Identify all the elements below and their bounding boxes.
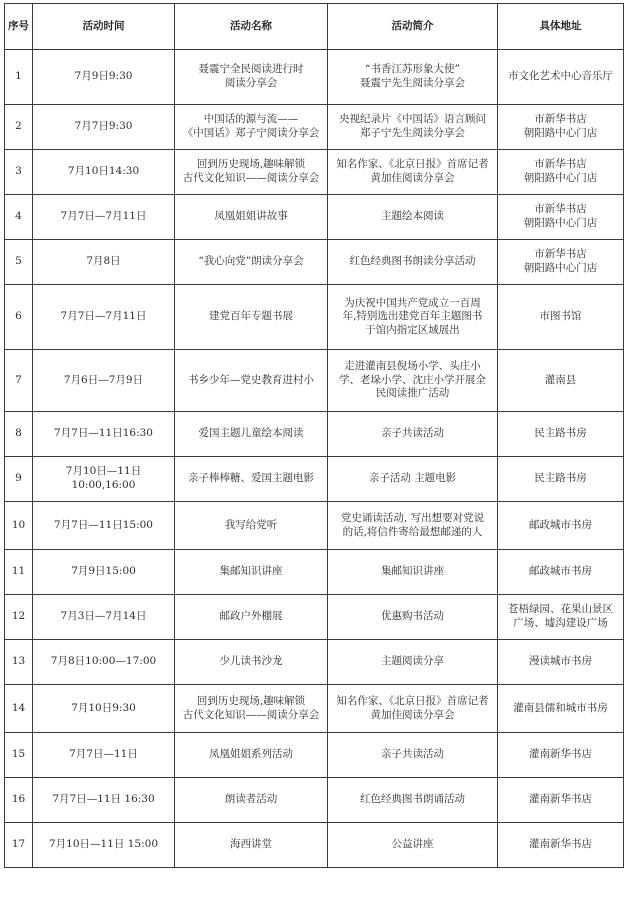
serial-number-cell: 1	[5, 50, 33, 105]
header-activity-name: 活动名称	[175, 4, 328, 50]
header-activity-intro: 活动简介	[328, 4, 498, 50]
address-cell-line: 市图书馆	[539, 310, 582, 323]
activity-name-cell-line: 邮政户外棚展	[219, 610, 283, 623]
activity-name-cell	[175, 105, 328, 150]
address-cell-line: 市新华书店	[534, 203, 587, 216]
address-cell	[498, 640, 624, 685]
activity-intro-cell-line: 年,特别选出建党百年主题图书	[342, 310, 483, 323]
activity-schedule-table	[4, 3, 624, 868]
table-body	[5, 50, 624, 868]
address-cell	[498, 733, 624, 778]
address-cell-line: 市新华书店	[534, 158, 587, 171]
serial-number-cell: 13	[5, 640, 33, 685]
table-row	[5, 150, 624, 195]
address-cell-line: 漫读城市书房	[529, 655, 592, 668]
activity-intro-cell-line: 黄加佳阅读分享会	[370, 172, 455, 184]
activity-intro-cell-line: 亲子共读活动	[381, 427, 444, 440]
address-cell-line: 苍梧绿园、花果山景区	[508, 603, 613, 616]
activity-name-cell	[175, 685, 328, 733]
activity-name-cell-line: 海西讲堂	[230, 838, 272, 851]
activity-name-cell	[175, 412, 328, 457]
activity-name-cell-line: 集邮知识讲座	[219, 565, 283, 578]
address-cell-line: 朝阳路中心门店	[523, 217, 598, 229]
activity-intro-cell-line: 的话,将信件寄给最想邮递的人	[342, 525, 483, 538]
activity-time-cell: 7月10日14:30	[33, 150, 175, 195]
address-cell	[498, 240, 624, 285]
table-row	[5, 823, 624, 868]
table-row	[5, 733, 624, 778]
address-cell	[498, 823, 624, 868]
address-cell	[498, 195, 624, 240]
activity-name-cell-line: 回到历史现场,趣味解锁	[196, 158, 306, 171]
activity-intro-cell	[328, 733, 498, 778]
address-cell	[498, 50, 624, 105]
activity-time-cell: 7月6日—7月9日	[33, 350, 175, 412]
activity-intro-cell	[328, 595, 498, 640]
activity-intro-cell-line: 民阅读推广活动	[375, 387, 450, 400]
table-row	[5, 502, 624, 550]
activity-intro-cell-line: 红色经典图书朗诵活动	[360, 793, 465, 806]
activity-name-cell-line: 回到历史现场,趣味解锁	[196, 694, 306, 707]
activity-name-cell-line: 凤凰姐姐系列活动	[209, 748, 293, 761]
activity-time-cell: 7月7日—11日	[33, 733, 175, 778]
activity-intro-cell	[328, 550, 498, 595]
serial-number-cell: 2	[5, 105, 33, 150]
address-cell-line: 民主路书房	[534, 472, 587, 485]
activity-name-cell	[175, 595, 328, 640]
activity-time-cell: 7月7日—11日 16:30	[33, 778, 175, 823]
address-cell-line: 灌南县儒和城市书房	[513, 701, 608, 714]
table-row	[5, 685, 624, 733]
activity-name-cell	[175, 640, 328, 685]
activity-intro-cell	[328, 285, 498, 350]
activity-intro-cell	[328, 685, 498, 733]
activity-intro-cell-line: 亲子共读活动	[381, 748, 444, 761]
activity-intro-cell-line: 集邮知识讲座	[381, 565, 444, 578]
activity-intro-cell	[328, 457, 498, 502]
activity-intro-cell	[328, 195, 498, 240]
address-cell	[498, 502, 624, 550]
activity-time-cell: 7月7日9:30	[33, 105, 175, 150]
activity-intro-cell	[328, 240, 498, 285]
table-header-row	[5, 4, 624, 50]
activity-intro-cell-line: 学、老垛小学、沈庄小学开展全	[339, 373, 486, 386]
address-cell	[498, 778, 624, 823]
activity-intro-cell	[328, 150, 498, 195]
activity-name-cell	[175, 150, 328, 195]
header-activity-time: 活动时间	[33, 4, 175, 50]
activity-name-cell-line: 我写给党听	[224, 518, 278, 531]
table-row	[5, 457, 624, 502]
serial-number-cell: 11	[5, 550, 33, 595]
activity-name-cell	[175, 550, 328, 595]
activity-intro-cell	[328, 823, 498, 868]
activity-name-cell	[175, 502, 328, 550]
activity-name-cell	[175, 733, 328, 778]
activity-name-cell-line: 《中国话》郑子宁阅读分享会	[182, 127, 320, 139]
table-row	[5, 50, 624, 105]
activity-name-cell-line: 古代文化知识——阅读分享会	[182, 172, 320, 184]
table-row	[5, 240, 624, 285]
activity-time-cell: 7月3日—7月14日	[33, 595, 175, 640]
activity-intro-cell-line: 央视纪录片《中国话》语言顾问	[339, 113, 486, 126]
activity-time-cell: 7月7日—11日15:00	[33, 502, 175, 550]
activity-intro-cell-line: 于馆内指定区域展出	[365, 323, 460, 336]
schedule-table-wrapper	[4, 3, 624, 868]
address-cell-line: 市文化艺术中心音乐厅	[508, 70, 613, 83]
address-cell-line: 灌南新华书店	[529, 748, 592, 761]
activity-intro-cell-line: 知名作家、《北京日报》首席记者	[336, 694, 489, 707]
table-row	[5, 285, 624, 350]
address-cell-line: 朝阳路中心门店	[523, 127, 598, 139]
activity-intro-cell-line: 走进灌南县倪场小学、头庄小	[344, 360, 481, 373]
activity-intro-cell-line: 公益讲座	[391, 838, 434, 851]
activity-name-cell-line: 凤凰姐姐讲故事	[214, 210, 288, 223]
activity-time-cell: 7月10日—11日 15:00	[33, 823, 175, 868]
address-cell-line: 朝阳路中心门店	[523, 262, 598, 274]
activity-name-cell	[175, 823, 328, 868]
address-cell	[498, 285, 624, 350]
table-row	[5, 595, 624, 640]
activity-name-cell-line: 书乡少年—党史教育进村小	[188, 373, 314, 386]
activity-name-cell-line: “我心向党”朗读分享会	[198, 255, 304, 268]
address-cell-line: 灌南县	[544, 373, 577, 386]
activity-name-cell	[175, 778, 328, 823]
address-cell	[498, 595, 624, 640]
activity-name-cell-line: 少儿读书沙龙	[219, 655, 283, 668]
address-cell-line: 市新华书店	[534, 113, 587, 126]
activity-intro-cell-line: 为庆祝中国共产党成立一百周	[344, 296, 481, 309]
activity-intro-cell	[328, 640, 498, 685]
activity-time-cell: 7月7日—11日16:30	[33, 412, 175, 457]
activity-intro-cell-line: 郑子宁先生阅读分享会	[360, 127, 465, 139]
table-row	[5, 195, 624, 240]
activity-intro-cell	[328, 105, 498, 150]
activity-intro-cell-line: 党史诵读活动, 写出想要对党说	[340, 511, 485, 524]
serial-number-cell: 6	[5, 285, 33, 350]
address-cell	[498, 412, 624, 457]
activity-time-cell: 7月8日10:00—17:00	[33, 640, 175, 685]
activity-intro-cell	[328, 778, 498, 823]
activity-intro-cell	[328, 412, 498, 457]
address-cell	[498, 685, 624, 733]
activity-time-cell: 7月9日15:00	[33, 550, 175, 595]
activity-time-cell: 7月10日—11日10:00,16:00	[33, 457, 175, 502]
table-row	[5, 350, 624, 412]
activity-intro-cell	[328, 50, 498, 105]
activity-name-cell-line: 爱国主题儿童绘本阅读	[198, 427, 304, 440]
serial-number-cell: 3	[5, 150, 33, 195]
activity-name-cell-line: 古代文化知识——阅读分享会	[182, 708, 320, 721]
activity-intro-cell-line: 红色经典图书朗读分享活动	[349, 255, 476, 268]
address-cell	[498, 350, 624, 412]
activity-intro-cell	[328, 502, 498, 550]
activity-name-cell	[175, 50, 328, 105]
table-row	[5, 778, 624, 823]
serial-number-cell: 7	[5, 350, 33, 412]
activity-time-cell: 7月10日9:30	[33, 685, 175, 733]
activity-name-cell-line: 建党百年专题书展	[209, 310, 293, 323]
address-cell	[498, 457, 624, 502]
table-row	[5, 412, 624, 457]
activity-name-cell-line: 聂震宁全民阅读进行时	[198, 63, 304, 76]
header-address: 具体地址	[498, 4, 624, 50]
activity-name-cell-line: 亲子棒棒糖、爱国主题电影	[188, 472, 314, 485]
address-cell	[498, 550, 624, 595]
address-cell-line: 邮政城市书房	[529, 518, 592, 531]
activity-intro-cell-line: 黄加佳阅读分享会	[370, 708, 455, 721]
serial-number-cell: 8	[5, 412, 33, 457]
activity-time-cell: 7月9日9:30	[33, 50, 175, 105]
activity-name-cell	[175, 285, 328, 350]
address-cell-line: 灌南新华书店	[529, 838, 592, 851]
activity-intro-cell-line: 亲子活动 主题电影	[368, 472, 457, 485]
address-cell	[498, 150, 624, 195]
activity-name-cell-line: 中国话的源与流——	[203, 113, 299, 126]
address-cell-line: 朝阳路中心门店	[523, 172, 598, 184]
serial-number-cell: 5	[5, 240, 33, 285]
activity-name-cell-line: 朗读者活动	[224, 793, 278, 806]
activity-time-cell: 7月7日—7月11日	[33, 285, 175, 350]
serial-number-cell: 12	[5, 595, 33, 640]
serial-number-cell: 17	[5, 823, 33, 868]
activity-intro-cell-line: 知名作家、《北京日报》首席记者	[336, 158, 489, 171]
serial-number-cell: 16	[5, 778, 33, 823]
address-cell-line: 民主路书房	[534, 427, 587, 440]
activity-intro-cell-line: 主题绘本阅读	[381, 210, 444, 223]
activity-intro-cell-line: 主题阅读分享	[381, 655, 444, 668]
address-cell-line: 市新华书店	[534, 248, 587, 261]
activity-time-cell: 7月8日	[33, 240, 175, 285]
address-cell	[498, 105, 624, 150]
header-serial-number: 序号	[5, 4, 33, 50]
activity-name-cell	[175, 195, 328, 240]
activity-name-cell	[175, 457, 328, 502]
activity-intro-cell-line: “书香江苏形象大使”	[365, 63, 460, 76]
address-cell-line: 灌南新华书店	[529, 793, 592, 806]
table-row	[5, 640, 624, 685]
activity-intro-cell-line: 优惠购书活动	[381, 610, 444, 623]
address-cell-line: 广场、墟沟建设广场	[513, 617, 608, 629]
activity-name-cell	[175, 240, 328, 285]
serial-number-cell: 10	[5, 502, 33, 550]
table-row	[5, 550, 624, 595]
address-cell-line: 邮政城市书房	[529, 565, 592, 578]
activity-name-cell	[175, 350, 328, 412]
activity-time-cell: 7月7日—7月11日	[33, 195, 175, 240]
serial-number-cell: 15	[5, 733, 33, 778]
activity-intro-cell	[328, 350, 498, 412]
serial-number-cell: 9	[5, 457, 33, 502]
activity-name-cell-line: 阅读分享会	[224, 77, 278, 89]
table-row	[5, 105, 624, 150]
serial-number-cell: 14	[5, 685, 33, 733]
serial-number-cell: 4	[5, 195, 33, 240]
activity-intro-cell-line: 聂震宁先生阅读分享会	[360, 77, 465, 89]
